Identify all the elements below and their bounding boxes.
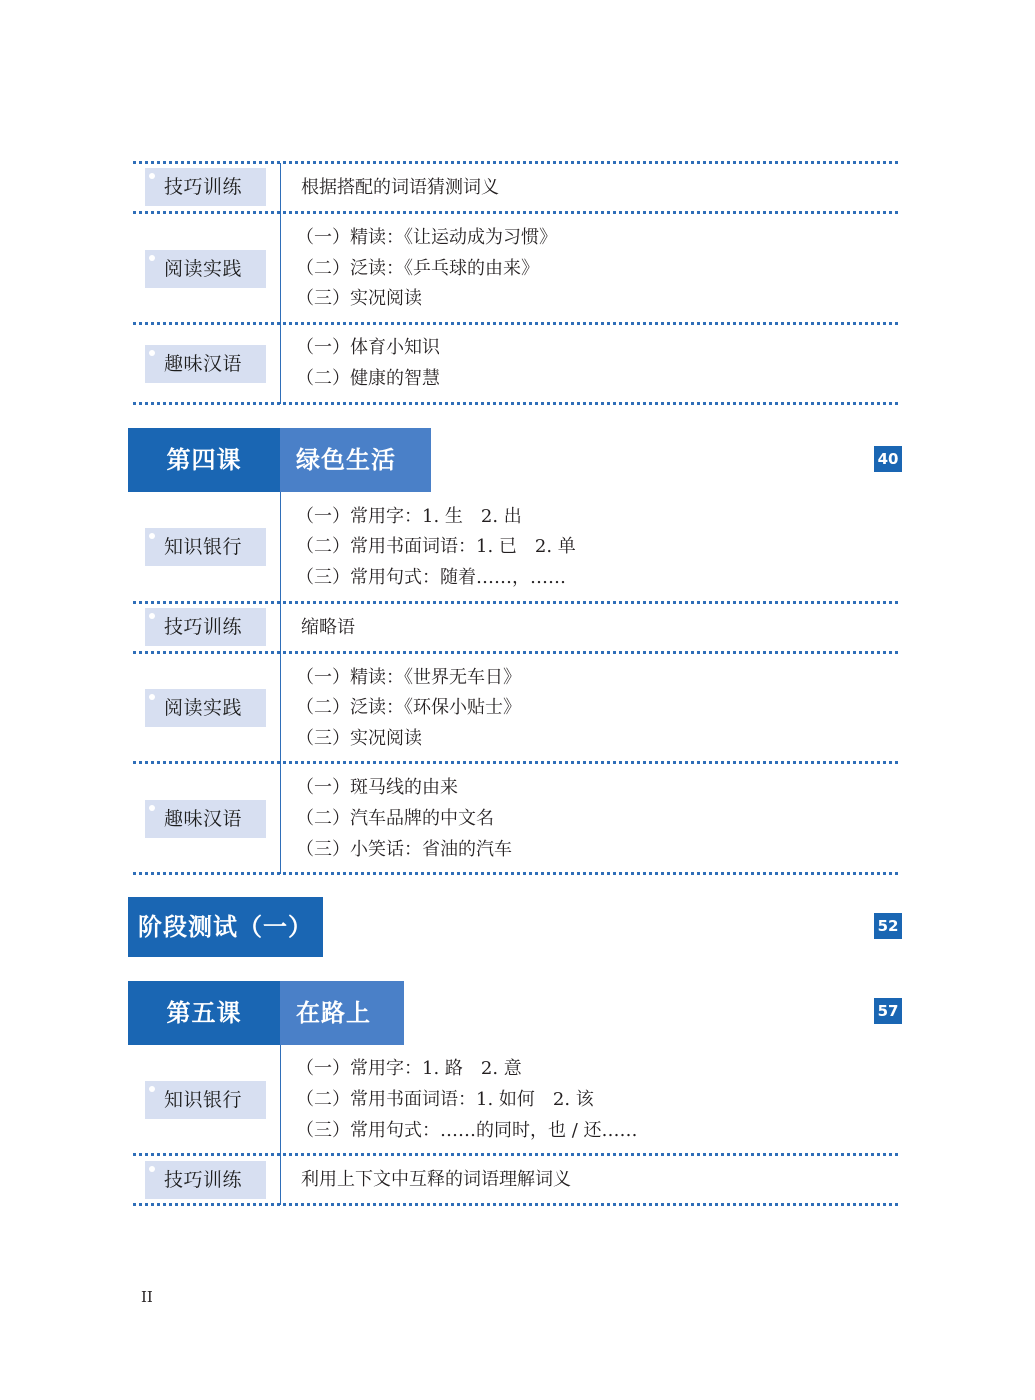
divider — [133, 1153, 898, 1156]
divider — [133, 1203, 898, 1206]
tag-skill-training: 技巧训练 — [145, 1161, 266, 1199]
lesson-title[interactable]: 在路上 — [280, 981, 404, 1045]
divider — [133, 761, 898, 764]
knowledge-item: （二）常用书面词语：1. 已 2. 单 — [296, 536, 576, 557]
fun-item: （一）体育小知识 — [296, 337, 440, 358]
tag-reading-practice: 阅读实践 — [145, 689, 266, 727]
column-rule — [280, 492, 281, 874]
divider — [133, 322, 898, 325]
page-number-badge[interactable]: 52 — [874, 913, 902, 939]
skill-training-item: 缩略语 — [301, 617, 355, 638]
reading-item: （三）实况阅读 — [296, 728, 422, 749]
column-rule — [280, 1045, 281, 1205]
divider — [133, 211, 898, 214]
tag-skill-training: 技巧训练 — [145, 168, 266, 206]
fun-item: （二）健康的智慧 — [296, 368, 440, 389]
divider — [133, 651, 898, 654]
knowledge-item: （三）常用句式：随着……，…… — [296, 567, 566, 588]
tag-knowledge-bank: 知识银行 — [145, 1081, 266, 1119]
lesson-number: 第四课 — [128, 428, 280, 492]
reading-item: （二）泛读：《乒乓球的由来》 — [296, 258, 539, 279]
lesson-number: 第五课 — [128, 981, 280, 1045]
lesson-title[interactable]: 绿色生活 — [280, 428, 431, 492]
page-number-badge[interactable]: 40 — [874, 446, 902, 472]
reading-item: （三）实况阅读 — [296, 288, 422, 309]
skill-training-item: 根据搭配的词语猜测词义 — [301, 177, 499, 198]
reading-item: （一）精读：《让运动成为习惯》 — [296, 227, 557, 248]
page-folio: II — [141, 1288, 153, 1306]
divider — [133, 601, 898, 604]
divider — [133, 402, 898, 405]
page-number-badge[interactable]: 57 — [874, 998, 902, 1024]
knowledge-item: （二）常用书面词语：1. 如何 2. 该 — [296, 1089, 594, 1110]
divider — [133, 872, 898, 875]
tag-skill-training: 技巧训练 — [145, 608, 266, 646]
stage-test-title[interactable]: 阶段测试（一） — [128, 897, 323, 957]
tag-fun-chinese: 趣味汉语 — [145, 800, 266, 838]
fun-item: （二）汽车品牌的中文名 — [296, 808, 494, 829]
divider — [133, 161, 898, 164]
fun-item: （三）小笑话：省油的汽车 — [296, 839, 512, 860]
reading-item: （二）泛读：《环保小贴士》 — [296, 697, 521, 718]
knowledge-item: （三）常用句式：……的同时，也 / 还…… — [296, 1120, 638, 1141]
skill-training-item: 利用上下文中互释的词语理解词义 — [301, 1169, 571, 1190]
fun-item: （一）斑马线的由来 — [296, 777, 458, 798]
tag-reading-practice: 阅读实践 — [145, 250, 266, 288]
column-rule — [280, 163, 281, 404]
tag-knowledge-bank: 知识银行 — [145, 528, 266, 566]
knowledge-item: （一）常用字：1. 生 2. 出 — [296, 506, 522, 527]
tag-fun-chinese: 趣味汉语 — [145, 345, 266, 383]
reading-item: （一）精读：《世界无车日》 — [296, 667, 521, 688]
knowledge-item: （一）常用字：1. 路 2. 意 — [296, 1058, 522, 1079]
